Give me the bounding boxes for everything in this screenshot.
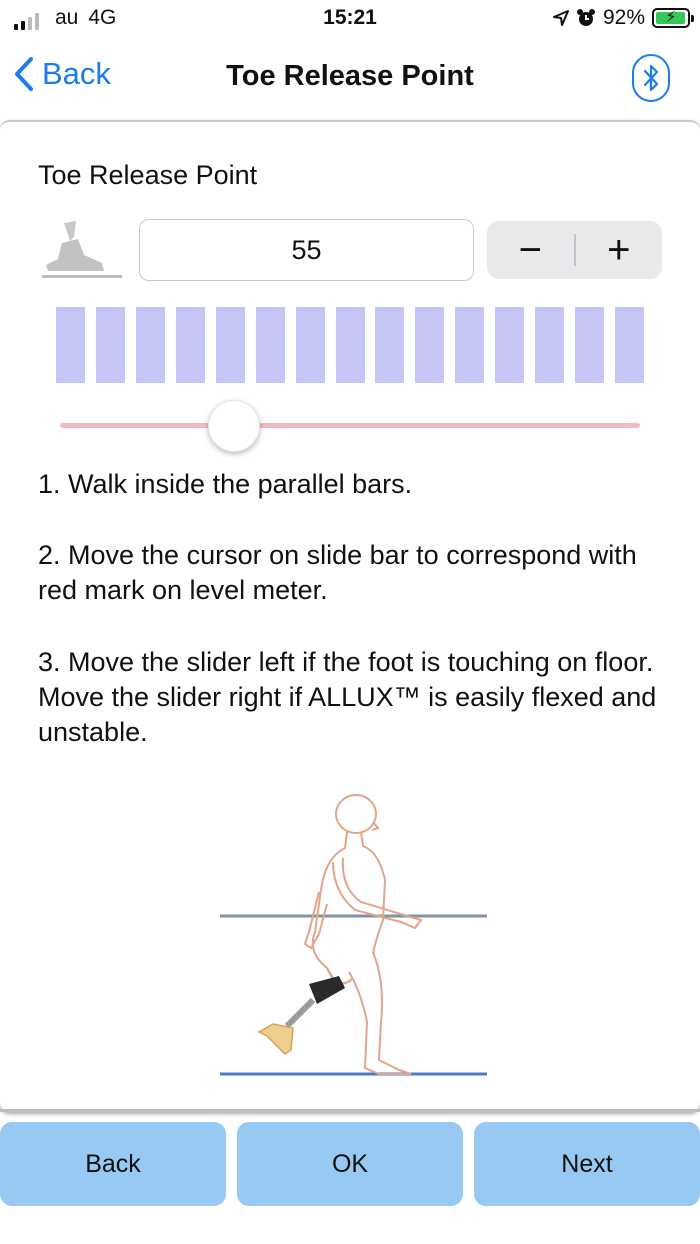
value-stepper: [487, 221, 662, 279]
meter-segment: [615, 307, 644, 383]
instruction-step-2: 2. Move the cursor on slide bar to correspond with red mark on level meter.: [38, 540, 637, 605]
value-display[interactable]: 55: [139, 219, 474, 281]
next-button[interactable]: Next: [474, 1122, 700, 1206]
nav-back-label: Back: [42, 56, 111, 91]
status-time: 15:21: [323, 6, 377, 29]
meter-segment: [336, 307, 365, 383]
battery-percent: 92%: [602, 6, 645, 29]
meter-segment: [296, 307, 325, 383]
page-title: Toe Release Point: [226, 60, 474, 92]
carrier-label: au: [55, 6, 79, 29]
meter-segment: [575, 307, 604, 383]
meter-segment: [455, 307, 484, 383]
release-point-slider[interactable]: [60, 400, 640, 452]
status-right: [553, 6, 690, 30]
bluetooth-button[interactable]: [632, 54, 670, 102]
ok-button[interactable]: OK: [237, 1122, 463, 1206]
slider-track[interactable]: [60, 423, 640, 428]
card-divider: [0, 1109, 700, 1112]
decrement-button[interactable]: −: [518, 228, 542, 272]
meter-segment: [415, 307, 444, 383]
settings-card: [0, 120, 700, 1112]
alarm-icon: [576, 8, 596, 28]
increment-button[interactable]: +: [607, 228, 631, 272]
instruction-step-1: 1. Walk inside the parallel bars.: [38, 469, 413, 499]
bluetooth-icon: [642, 63, 660, 93]
meter-segment: [56, 307, 85, 383]
meter-segment: [96, 307, 125, 383]
walking-figure-illustration: [215, 792, 495, 1082]
level-meter: [56, 307, 644, 383]
meter-segment: [176, 307, 205, 383]
section-title: Toe Release Point: [38, 160, 258, 190]
slider-thumb[interactable]: [208, 400, 260, 452]
navigation-bar: [0, 40, 700, 118]
instruction-step-3: 3. Move the slider left if the foot is touching on floor. Move the slider right if ALLUX™ is easily flexed and unstable.: [38, 647, 657, 747]
location-arrow-icon: [553, 10, 569, 26]
status-bar: [0, 0, 700, 40]
meter-segment: [216, 307, 245, 383]
prosthetic-foot-icon: [40, 219, 124, 281]
meter-segment: [136, 307, 165, 383]
battery-icon: ⚡: [652, 8, 690, 28]
meter-segment: [256, 307, 285, 383]
meter-segment: [535, 307, 564, 383]
meter-segment: [495, 307, 524, 383]
network-label: 4G: [88, 6, 117, 29]
back-button[interactable]: Back: [0, 1122, 226, 1206]
meter-segment: [375, 307, 404, 383]
